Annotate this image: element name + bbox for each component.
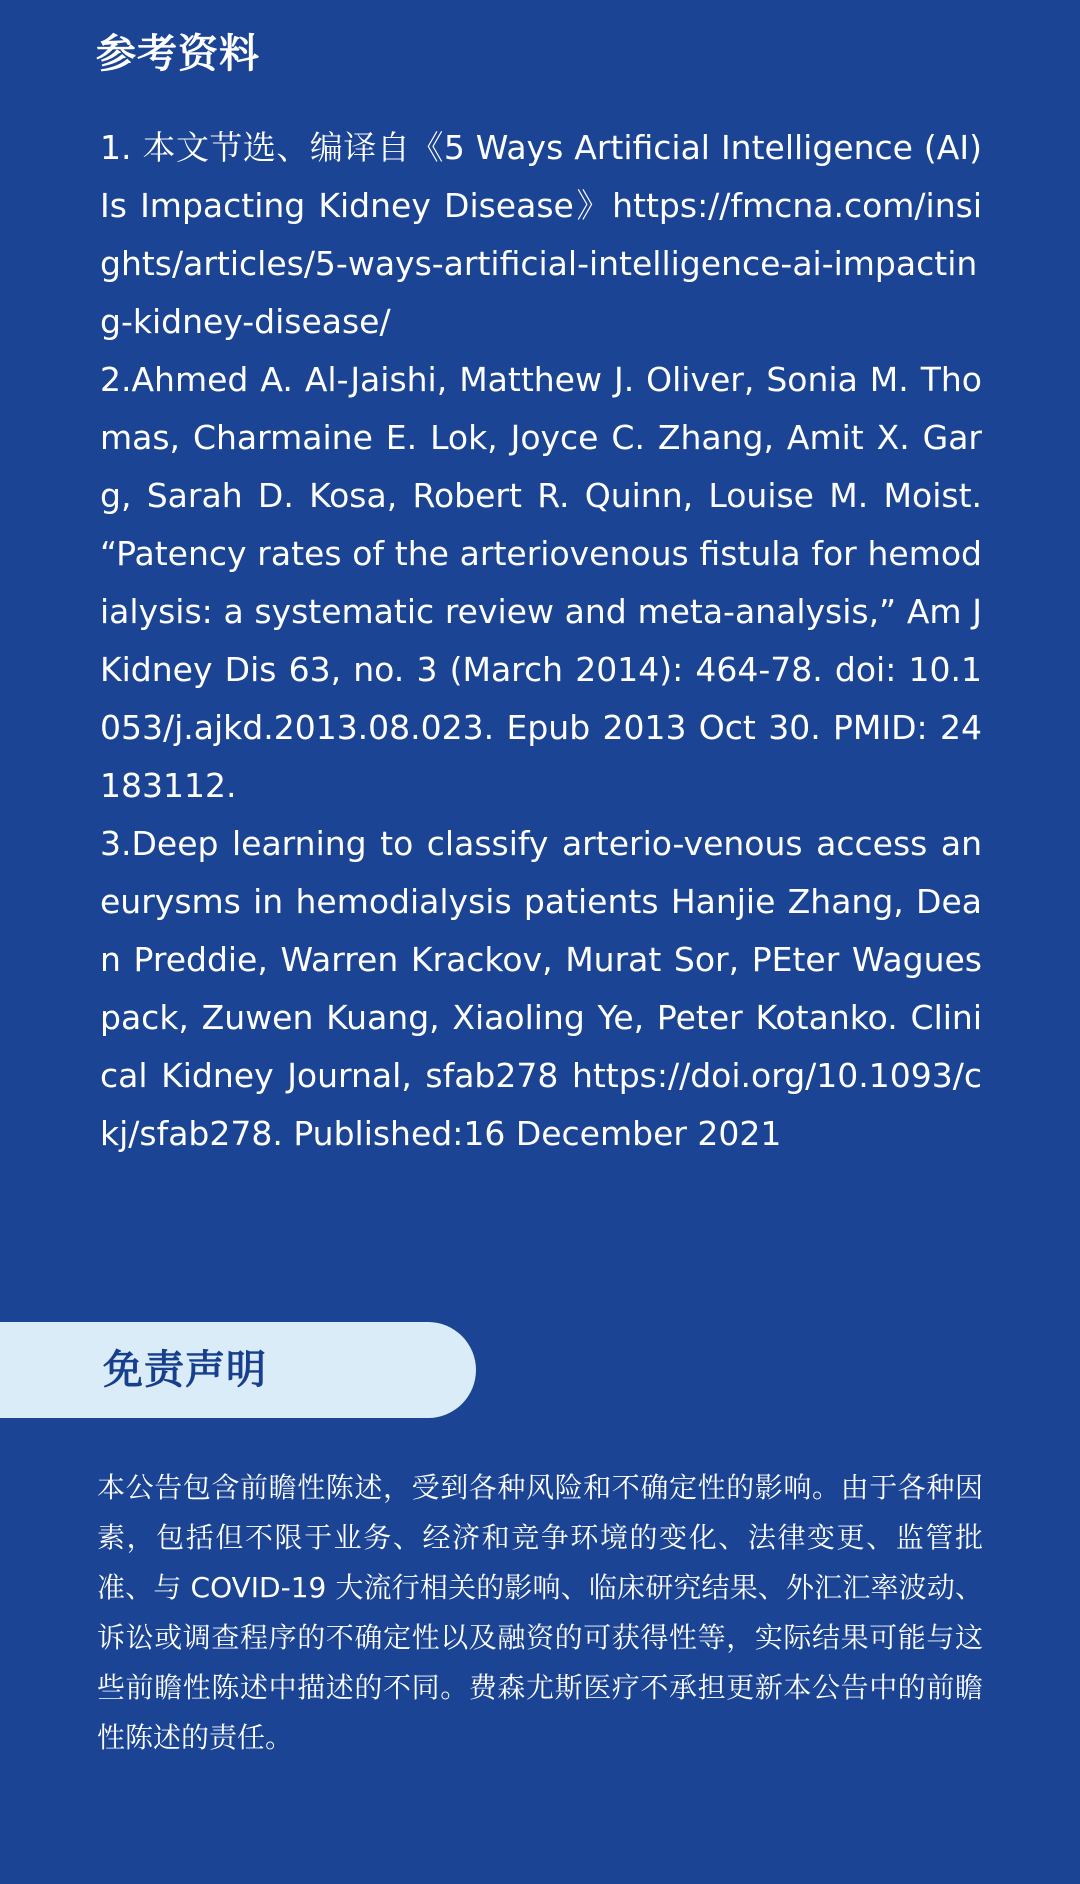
reference-item-1: 1. 本文节选、编译自《5 Ways Artificial Intelligence (AI) Is Impacting Kidney Disease》https://fmcna.com/insights/articles/5-ways-artificial-intelligence-ai-impacting-kidney-disease/ (100, 128, 982, 341)
references-heading: 参考资料 (96, 31, 260, 77)
disclaimer-heading: 免责声明 (103, 1347, 267, 1393)
reference-item-3: 3.Deep learning to classify arterio-venous access aneurysms in hemodialysis patients Hanjie Zhang, Dean Preddie, Warren Krackov, Murat Sor, PEter Waguespack, Zuwen Kuang, Xiaoling Ye, Peter Kotanko. Clinical Kidney Journal, sfab278 https://doi.org/10.1093/ckj/sfab278. Published:16 December 2021 (100, 824, 982, 1153)
reference-item-2: 2.Ahmed A. Al-Jaishi, Matthew J. Oliver, Sonia M. Thomas, Charmaine E. Lok, Joyce C. Zhang, Amit X. Garg, Sarah D. Kosa, Robert R. Quinn, Louise M. Moist. “Patency rates of the arteriovenous fistula for hemodialysis: a systematic review and meta-analysis,” Am J Kidney Dis 63, no. 3 (March 2014): 464-78. doi: 10.1053/j.ajkd.2013.08.023. Epub 2013 Oct 30. PMID: 24183112. (100, 360, 982, 805)
references-list (100, 119, 982, 1163)
disclaimer-heading-banner (0, 1322, 476, 1418)
disclaimer-text: 本公告包含前瞻性陈述，受到各种风险和不确定性的影响。由于各种因素，包括但不限于业务、经济和竞争环境的变化、法律变更、监管批准、与 COVID-19 大流行相关的影响、临床研究结果、外汇汇率波动、诉讼或调查程序的不确定性以及融资的可获得性等，实际结果可能与这些前瞻性陈述中描述的不同。费森尤斯医疗不承担更新本公告中的前瞻性陈述的责任。 (97, 1471, 983, 1754)
